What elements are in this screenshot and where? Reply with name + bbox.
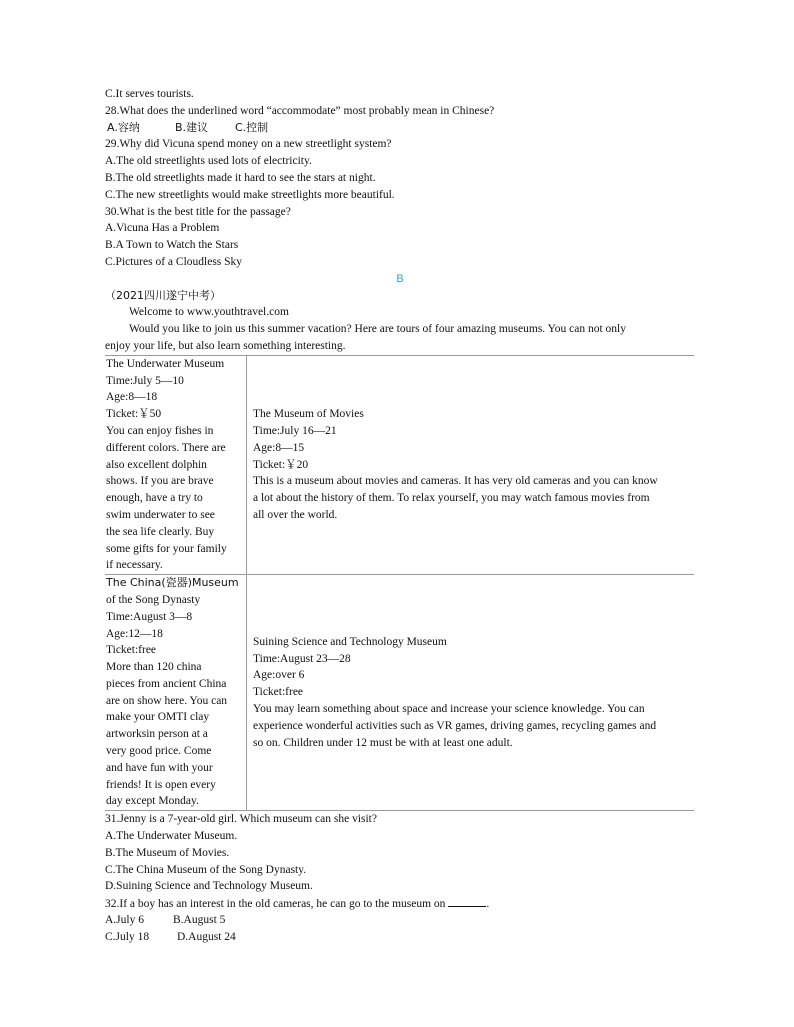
- answer-blank: [448, 895, 486, 907]
- museum-desc-line: also excellent dolphin: [106, 458, 207, 471]
- q28-option-a: A.容纳: [107, 120, 140, 134]
- intro-line-1: Would you like to join us this summer vacation? Here are tours of four amazing museums. You can not only: [129, 323, 626, 336]
- museum-ticket: Ticket:free: [253, 686, 304, 699]
- welcome-line: Welcome to www.youthtravel.com: [129, 306, 289, 319]
- table-row: [105, 575, 694, 811]
- museum-desc-line: all over the world.: [253, 508, 338, 521]
- museum-desc-line: enough, have a try to: [106, 492, 203, 505]
- museum-desc-line: some gifts for your family: [106, 542, 227, 555]
- movies-museum-cell: [247, 355, 695, 574]
- museum-age: Age:12—18: [106, 627, 163, 640]
- museum-ticket: Ticket:￥50: [106, 408, 162, 421]
- museum-desc-line: day except Monday.: [106, 795, 199, 808]
- museum-age: Age:over 6: [253, 669, 305, 682]
- museum-desc-line: are on show here. You can: [106, 694, 228, 707]
- q31-option-d: D.Suining Science and Technology Museum.: [105, 880, 313, 893]
- q32-options-row-2: [105, 929, 695, 946]
- museum-desc-line: very good price. Come: [106, 745, 212, 758]
- museum-name: Suining Science and Technology Museum: [253, 635, 447, 648]
- q30-option-c: C.Pictures of a Cloudless Sky: [105, 255, 243, 268]
- q27-option-c: C.It serves tourists.: [105, 88, 194, 100]
- q31-option-c: C.The China Museum of the Song Dynasty.: [105, 863, 307, 876]
- q29-question: 29.Why did Vicuna spend money on a new streetlight system?: [105, 138, 392, 151]
- q32-option-a: A.July 6: [105, 914, 144, 927]
- q31-question: 31.Jenny is a 7-year-old girl. Which museum can she visit?: [105, 813, 377, 826]
- museum-desc-line: and have fun with your: [106, 761, 213, 774]
- table-row: [105, 355, 694, 574]
- museum-time: Time:July 16—21: [253, 424, 337, 437]
- q30-question: 30.What is the best title for the passage?: [105, 205, 291, 218]
- q31-option-a: A.The Underwater Museum.: [105, 830, 238, 843]
- q29-option-a: A.The old streetlights used lots of electricity.: [105, 155, 312, 168]
- museum-time: Time:July 5—10: [106, 374, 184, 387]
- museum-desc-line: More than 120 china: [106, 661, 202, 674]
- q32-question-end: .: [486, 898, 490, 911]
- museum-desc-line: the sea life clearly. Buy: [106, 525, 215, 538]
- science-museum-cell: [247, 575, 695, 811]
- museum-ticket: Ticket:￥20: [253, 458, 309, 471]
- museum-ticket: Ticket:free: [106, 644, 157, 657]
- museum-desc-line: make your OMTI clay: [106, 711, 210, 724]
- museum-desc-line: You can enjoy fishes in: [106, 424, 214, 437]
- museum-desc-line: a lot about the history of them. To relax yourself, you may watch famous movies from: [253, 492, 650, 505]
- document-content: [105, 86, 695, 946]
- q28-question: 28.What does the underlined word “accommodate” most probably mean in Chinese?: [105, 104, 495, 117]
- q32-option-c: C.July 18: [105, 930, 150, 943]
- section-b-source: （2021四川遂宁中考）: [105, 288, 221, 302]
- q28-options: [105, 120, 695, 137]
- q30-option-a: A.Vicuna Has a Problem: [105, 222, 220, 235]
- museum-name: The Underwater Museum: [106, 357, 225, 370]
- intro-line-2: enjoy your life, but also learn something interesting.: [105, 339, 346, 352]
- q32-option-d: D.August 24: [177, 930, 236, 943]
- museum-name-line-2: of the Song Dynasty: [106, 593, 201, 606]
- q29-option-c: C.The new streetlights would make streetlights more beautiful.: [105, 188, 395, 201]
- china-museum-cell: [105, 575, 247, 811]
- museum-desc-line: shows. If you are brave: [106, 475, 214, 488]
- underwater-museum-cell: [105, 355, 247, 574]
- q28-option-b: B.建议: [175, 120, 209, 134]
- q28-option-c: C.控制: [235, 120, 269, 134]
- q30-option-b: B.A Town to Watch the Stars: [105, 239, 239, 252]
- q29-option-b: B.The old streetlights made it hard to see the stars at night.: [105, 171, 376, 184]
- museum-age: Age:8—15: [253, 441, 305, 454]
- museum-name: The Museum of Movies: [253, 408, 364, 421]
- q32-question: [105, 895, 695, 912]
- museum-desc-line: pieces from ancient China: [106, 677, 227, 690]
- museum-desc-line: This is a museum about movies and cameras. It has very old cameras and you can know: [253, 475, 658, 488]
- museum-time: Time:August 3—8: [106, 610, 193, 623]
- museum-desc-line: artworksin person at a: [106, 728, 208, 741]
- q32-question-text: 32.If a boy has an interest in the old cameras, he can go to the museum on: [105, 898, 446, 911]
- museum-time: Time:August 23—28: [253, 652, 351, 665]
- museum-name-line-1: The China(瓷器)Museum: [106, 576, 239, 590]
- museum-table: [105, 355, 694, 812]
- museum-desc-line: so on. Children under 12 must be with at least one adult.: [253, 736, 513, 749]
- museum-desc-line: swim underwater to see: [106, 508, 215, 521]
- museum-desc-line: different colors. There are: [106, 441, 226, 454]
- museum-desc-line: experience wonderful activities such as VR games, driving games, recycling games and: [253, 719, 657, 732]
- section-b-label: B: [396, 272, 404, 285]
- museum-desc-line: if necessary.: [106, 559, 163, 572]
- q31-option-b: B.The Museum of Movies.: [105, 846, 230, 859]
- museum-desc-line: You may learn something about space and increase your science knowledge. You can: [253, 703, 645, 716]
- q32-options-row-1: [105, 912, 695, 929]
- museum-age: Age:8—18: [106, 391, 158, 404]
- museum-desc-line: friends! It is open every: [106, 778, 216, 791]
- q32-option-b: B.August 5: [173, 914, 226, 927]
